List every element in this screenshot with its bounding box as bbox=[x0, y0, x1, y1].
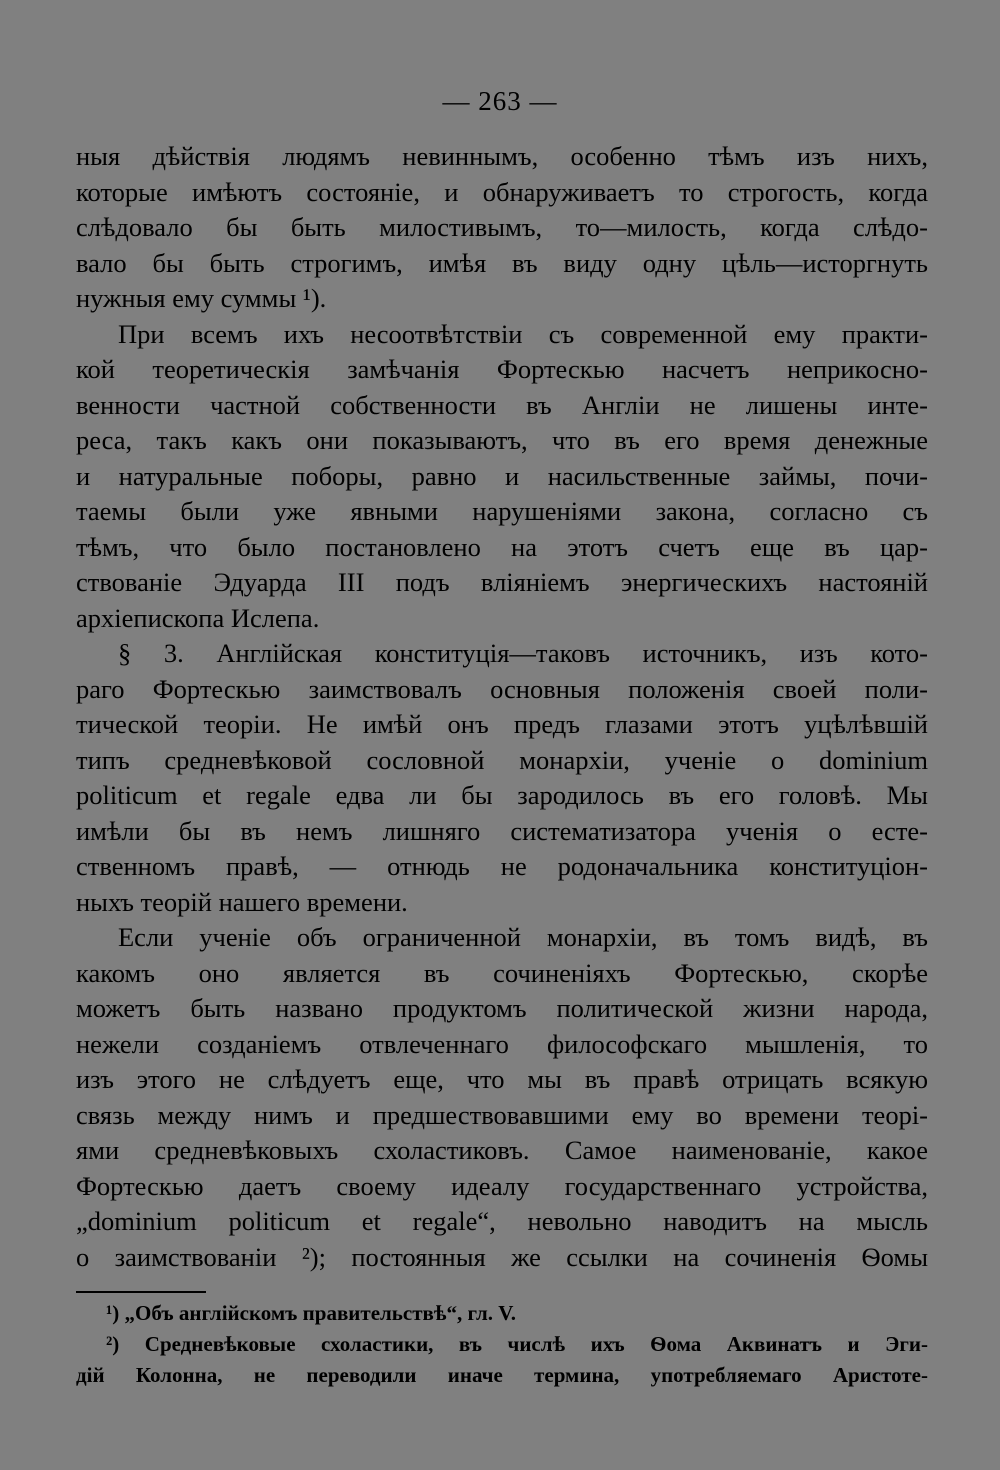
text-line: архіепископа Ислепа. bbox=[76, 602, 320, 633]
text-line: Если ученіе объ ограниченной монархіи, въ томъ видѣ, въ bbox=[118, 922, 928, 952]
text-line: какомъ оно является въ сочиненіяхъ Фортескью, скорѣе bbox=[76, 957, 928, 988]
page-number: — 263 — bbox=[442, 86, 558, 116]
footnote-line: ¹) „Объ англійскомъ правительствѣ“, гл. V. bbox=[106, 1301, 516, 1325]
text-line: и натуральные поборы, равно и насильственные займы, почи- bbox=[76, 460, 928, 491]
text-line: нужныя ему суммы ¹). bbox=[76, 283, 327, 313]
footnote-line: дій Колонна, не переводили иначе термина, употребляемаго Аристоте- bbox=[76, 1363, 928, 1387]
text-line: реса, такъ какъ они показываютъ, что въ его время денежные bbox=[76, 425, 928, 455]
text-line: венности частной собственности въ Англіи не лишены инте- bbox=[76, 389, 928, 420]
text-line: таемы были уже явными нарушеніями закона, согласно съ bbox=[76, 496, 928, 526]
text-line: слѣдовало бы быть милостивымъ, то—милость, когда слѣдо- bbox=[76, 212, 928, 242]
text-line: тѣмъ, что было постановлено на этотъ счетъ еще въ цар- bbox=[76, 531, 928, 562]
text-line: нежели созданіемъ отвлеченнаго философскаго мышленія, то bbox=[76, 1028, 928, 1059]
text-line: „dominium politicum et regale“, невольно наводитъ на мысль bbox=[76, 1206, 928, 1236]
footnote-line: ²) Средневѣковые схоластики, въ числѣ ихъ Ѳома Аквинатъ и Эги- bbox=[106, 1332, 928, 1356]
text-line: Фортескью даетъ своему идеалу государственнаго устройства, bbox=[76, 1170, 928, 1201]
text-line: ныя дѣйствія людямъ невиннымъ, особенно тѣмъ изъ нихъ, bbox=[76, 141, 928, 171]
text-line: имѣли бы въ немъ лишняго систематизатора ученія о есте- bbox=[76, 815, 928, 846]
text-line: При всемъ ихъ несоотвѣтствіи съ современной ему практи- bbox=[118, 318, 928, 349]
text-line: типъ средневѣковой сословной монархіи, ученіе о dominium bbox=[76, 744, 928, 775]
text-line: politicum et regale едва ли бы зародилось въ его головѣ. Мы bbox=[76, 780, 928, 810]
footnotes bbox=[76, 1298, 928, 1391]
text-line: кой теоретическія замѣчанія Фортескью насчетъ неприкосно- bbox=[76, 354, 928, 384]
text-line: тической теоріи. Не имѣй онъ предъ глазами этотъ уцѣлѣвшій bbox=[76, 709, 928, 739]
text-line: § 3. Англійская конституція—таковъ источникъ, изъ кото- bbox=[118, 638, 928, 668]
text-line: о заимствованіи ²); постоянныя же ссылки на сочиненія Ѳомы bbox=[76, 1241, 928, 1272]
text-line: раго Фортескью заимствовалъ основныя положенія своей поли- bbox=[76, 673, 928, 704]
text-line: можетъ быть названо продуктомъ политической жизни народа, bbox=[76, 993, 928, 1023]
text-line: которые имѣютъ состояніе, и обнаруживаетъ то строгость, когда bbox=[76, 176, 928, 207]
main-text bbox=[76, 139, 928, 1275]
text-line: вало бы быть строгимъ, имѣя въ виду одну цѣль—исторгнуть bbox=[76, 247, 928, 278]
text-line: ями средневѣковыхъ схоластиковъ. Самое наименованіе, какое bbox=[76, 1135, 928, 1165]
text-line: ственномъ правѣ, — отнюдь не родоначальника конституціон- bbox=[76, 851, 928, 881]
text-line: ныхъ теорій нашего времени. bbox=[76, 886, 408, 917]
text-line: ствованіе Эдуарда III подъ вліяніемъ энергическихъ настояній bbox=[76, 567, 928, 597]
text-line: изъ этого не слѣдуетъ еще, что мы въ правѣ отрицать всякую bbox=[76, 1064, 928, 1094]
footnote-divider bbox=[76, 1291, 206, 1293]
text-line: связь между нимъ и предшествовавшими ему во времени теорі- bbox=[76, 1099, 928, 1130]
